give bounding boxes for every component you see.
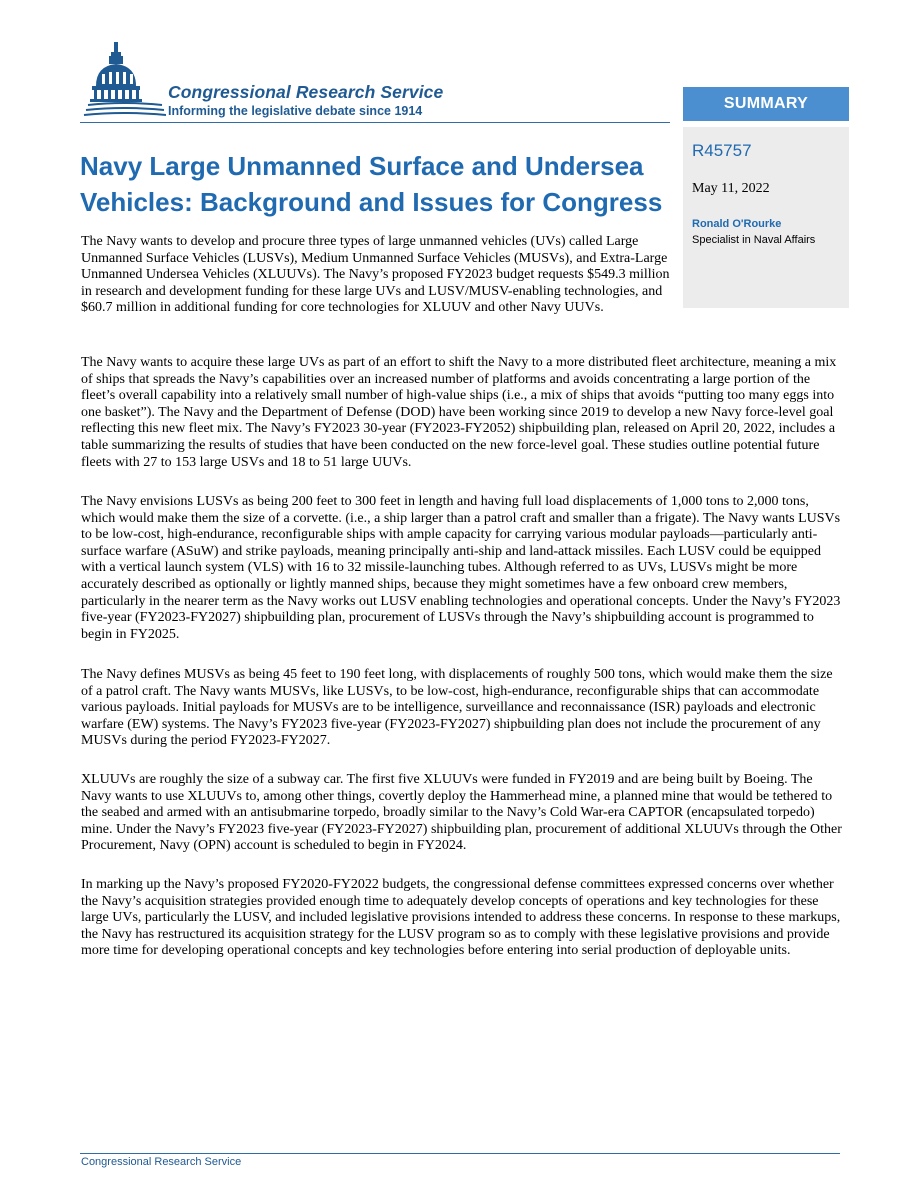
crs-logo: [80, 36, 480, 122]
summary-paragraph: XLUUVs are roughly the size of a subway car. The first five XLUUVs were funded in FY2019 and are being built by Boeing. The Navy wants to use XLUUVs to, among other things, covertly deploy the Hammerhead mine, a planned mine that would be tethered to the seabed and armed with an antisubmarine torpedo, broadly similar to the Navy’s Cold War-era CAPTOR (encapsulated torpedo) mine. Under the Navy’s FY2023 five-year (FY2023-FY2027) shipbuilding plan, procurement of additional XLUUVs through the Other Procurement, Navy (OPN) account is scheduled to begin in FY2024.: [81, 772, 842, 854]
footer-org-name: Congressional Research Service: [81, 1156, 242, 1168]
author-name: Ronald O'Rourke: [692, 218, 782, 230]
summary-label: SUMMARY: [683, 87, 849, 121]
summary-paragraph: The Navy wants to acquire these large UVs as part of an effort to shift the Navy to a more distributed fleet architecture, meaning a mix of ships that spreads the Navy’s capabilities over an increased number of platforms and avoids concentrating a large portion of the fleet’s overall capability into a relatively small number of high-value ships (i.e., a mix of ships that avoids “putting too many eggs into one basket”). The Navy and the Department of Defense (DOD) have been working since 2019 to develop a new Navy force-level goal reflecting this new fleet mix. The Navy’s FY2023 30-year (FY2023-FY2052) shipbuilding plan, released on April 20, 2022, includes a table summarizing the results of studies that have been conducted on the new force-level goal. These studies outline potential future fleets with 27 to 153 large USVs and 18 to 51 large UUVs.: [81, 355, 837, 470]
summary-paragraph: The Navy wants to develop and procure three types of large unmanned vehicles (UVs) called Large Unmanned Surface Vehicles (LUSVs), Medium Unmanned Surface Vehicles (MUSVs), and Extra-Large Unmanned Undersea Vehicles (XLUUVs). The Navy’s proposed FY2023 budget requests $549.3 million in research and development funding for these large UVs and LUSV/MUSV-enabling technologies, and $60.7 million in additional funding for core technologies for XLUUV and other Navy UUVs.: [81, 234, 670, 316]
summary-paragraph: In marking up the Navy’s proposed FY2020-FY2022 budgets, the congressional defense committees expressed concerns over whether the Navy’s acquisition strategies provided enough time to adequately develop concepts of operations and key technologies for these large UVs, particularly the LUSV, and included legislative provisions intended to address these concerns. In response to these markups, the Navy has restructured its acquisition strategy for the LUSV program so as to comply with these legislative provisions and provide more time for developing operational concepts and key technologies before entering into serial production of deployable units.: [81, 877, 841, 959]
report-number: R45757: [692, 141, 752, 160]
report-date: May 11, 2022: [692, 181, 770, 196]
org-name: Congressional Research Service: [168, 82, 444, 102]
capitol-dome-icon: [80, 36, 166, 122]
report-info-sidebar: [683, 127, 849, 308]
document-title: Navy Large Unmanned Surface and Undersea Vehicles: Background and Issues for Congress: [80, 151, 663, 217]
footer-divider: [80, 1153, 840, 1154]
author-title: Specialist in Naval Affairs: [692, 234, 816, 246]
summary-paragraph: The Navy envisions LUSVs as being 200 feet to 300 feet in length and having full load displacements of 1,000 tons to 2,000 tons, which would make them the size of a corvette. (i.e., a ship larger than a patrol craft and smaller than a frigate). The Navy wants LUSVs to be low-cost, high-endurance, reconfigurable ships with ample capacity for carrying various modular payloads—particularly anti-surface warfare (ASuW) and strike payloads, meaning principally anti-ship and land-attack missiles. Each LUSV could be equipped with a vertical launch system (VLS) with 16 to 32 missile-launching tubes. Although referred to as UVs, LUSVs might be more accurately described as optionally or lightly manned ships, because they might sometimes have a few onboard crew members, particularly in the nearer term as the Navy works out LUSV enabling technologies and operational concepts. Under the Navy’s FY2023 five-year (FY2023-FY2027) shipbuilding plan, procurement of LUSVs through the Navy’s shipbuilding account is programmed to begin in FY2025.: [81, 494, 841, 642]
org-tagline: Informing the legislative debate since 1914: [168, 104, 423, 118]
summary-paragraph: The Navy defines MUSVs as being 45 feet to 190 feet long, with displacements of roughly 500 tons, which would make them the size of a patrol craft. The Navy wants MUSVs, like LUSVs, to be low-cost, high-endurance, reconfigurable ships that can accommodate various payloads. Initial payloads for MUSVs are to be intelligence, surveillance and reconnaissance (ISR) payloads and electronic warfare (EW) systems. The Navy’s FY2023 five-year (FY2023-FY2027) shipbuilding plan does not include the procurement of any MUSVs during the period FY2023-FY2027.: [81, 667, 833, 749]
header-divider: [80, 122, 670, 123]
